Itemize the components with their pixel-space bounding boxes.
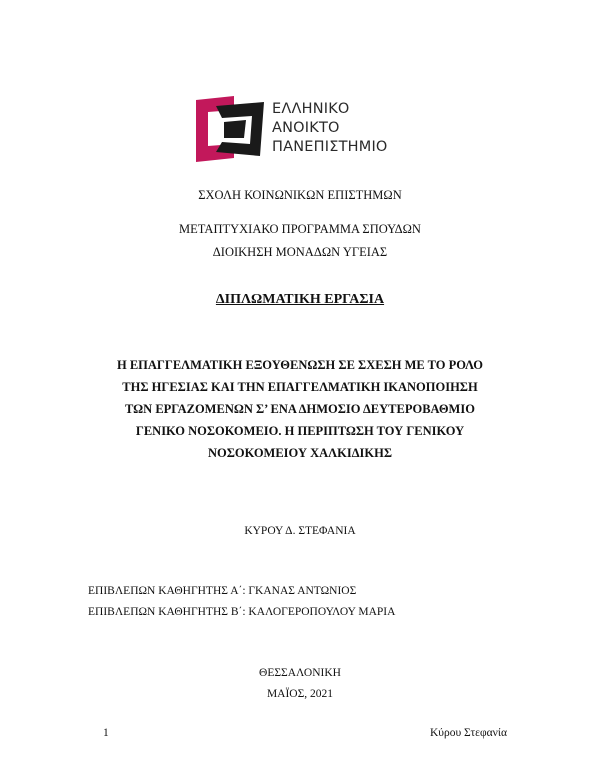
logo-line-3: ΠΑΝΕΠΙΣΤΗΜΙΟ	[272, 139, 388, 155]
school-name: ΣΧΟΛΗ ΚΟΙΝΩΝΙΚΩΝ ΕΠΙΣΤΗΜΩΝ	[198, 188, 402, 202]
thesis-title-line: ΝΟΣΟΚΟΜΕΙΟΥ ΧΑΛΚΙΔΙΚΗΣ	[207, 446, 393, 460]
eap-logo-icon	[194, 96, 266, 162]
university-logo	[194, 96, 414, 162]
city: ΘΕΣΣΑΛΟΝΙΚΗ	[259, 667, 341, 679]
thesis-title-line: Η ΕΠΑΓΓΕΛΜΑΤΙΚΗ ΕΞΟΥΘΕΝΩΣΗ ΣΕ ΣΧΕΣΗ ΜΕ ΤΟ ΡΟΛΟ	[116, 358, 483, 372]
document-type-heading: ΔΙΠΛΩΜΑΤΙΚΗ ΕΡΓΑΣΙΑ	[215, 292, 385, 307]
program-name: ΜΕΤΑΠΤΥΧΙΑΚΟ ΠΡΟΓΡΑΜΜΑ ΣΠΟΥΔΩΝ	[179, 222, 421, 236]
thesis-title	[100, 354, 500, 464]
supervisor-b: ΕΠΙΒΛΕΠΩΝ ΚΑΘΗΓΗΤΗΣ Β΄: ΚΑΛΟΓΕΡΟΠΟΥΛΟΥ ΜΑΡΙΑ	[88, 606, 396, 618]
thesis-title-line: ΤΗΣ ΗΓΕΣΙΑΣ ΚΑΙ ΤΗΝ ΕΠΑΓΓΕΛΜΑΤΙΚΗ ΙΚΑΝΟΠΟΙΗΣΗ	[122, 380, 478, 394]
program-specialization: ΔΙΟΙΚΗΣΗ ΜΟΝΑΔΩΝ ΥΓΕΙΑΣ	[212, 245, 388, 259]
logo-line-2: ΑΝΟΙΚΤΟ	[272, 120, 340, 136]
thesis-title-line: ΤΩΝ ΕΡΓΑΖΟΜΕΝΩΝ Σ’ ΕΝΑ ΔΗΜΟΣΙΟ ΔΕΥΤΕΡΟΒΑΘΜΙΟ	[125, 402, 475, 416]
page-number: 1	[103, 727, 109, 739]
author-name: ΚΥΡΟΥ Δ. ΣΤΕΦΑΝΙΑ	[244, 525, 356, 537]
thesis-title-line: ΓΕΝΙΚΟ ΝΟΣΟΚΟΜΕΙΟ. Η ΠΕΡΙΠΤΩΣΗ ΤΟΥ ΓΕΝΙΚΟΥ	[135, 424, 465, 438]
logo-wordmark	[272, 100, 388, 157]
supervisor-a: ΕΠΙΒΛΕΠΩΝ ΚΑΘΗΓΗΤΗΣ Α΄: ΓΚΑΝΑΣ ΑΝΤΩΝΙΟΣ	[88, 585, 357, 597]
logo-line-1: ΕΛΛΗΝΙΚΟ	[272, 101, 350, 117]
footer-author: Κύρου Στεφανία	[430, 727, 507, 739]
date: ΜΑΪΟΣ, 2021	[266, 688, 334, 700]
